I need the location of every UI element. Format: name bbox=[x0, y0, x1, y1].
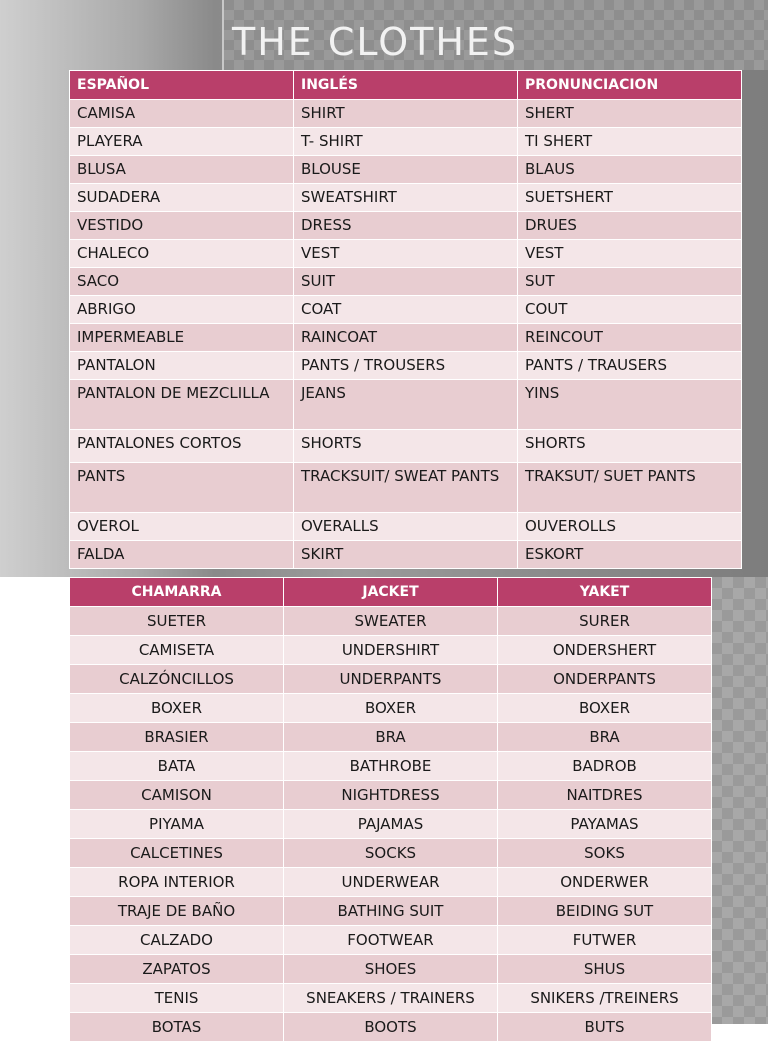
cell-espanol: CAMISON bbox=[70, 781, 284, 810]
table-row bbox=[70, 541, 742, 569]
cell-espanol: PLAYERA bbox=[70, 128, 294, 156]
table-row bbox=[70, 607, 712, 636]
cell-pronunciacion: SHORTS bbox=[518, 430, 742, 463]
cell-pronunciacion: SUETSHERT bbox=[518, 184, 742, 212]
cell-espanol: BRASIER bbox=[70, 723, 284, 752]
cell-pronunciacion: BADROB bbox=[498, 752, 712, 781]
cell-espanol: PIYAMA bbox=[70, 810, 284, 839]
header-ingles: INGLÉS bbox=[294, 71, 518, 100]
table-row bbox=[70, 984, 712, 1013]
cell-pronunciacion: FUTWER bbox=[498, 926, 712, 955]
table-row bbox=[70, 380, 742, 430]
cell-pronunciacion: SOKS bbox=[498, 839, 712, 868]
cell-ingles: VEST bbox=[294, 240, 518, 268]
cell-espanol: ZAPATOS bbox=[70, 955, 284, 984]
cell-ingles: NIGHTDRESS bbox=[284, 781, 498, 810]
cell-ingles: T- SHIRT bbox=[294, 128, 518, 156]
cell-espanol: CALCETINES bbox=[70, 839, 284, 868]
table-row bbox=[70, 430, 742, 463]
cell-ingles: DRESS bbox=[294, 212, 518, 240]
cell-pronunciacion: OUVEROLLS bbox=[518, 513, 742, 541]
cell-pronunciacion: PANTS / TRAUSERS bbox=[518, 352, 742, 380]
table-row bbox=[70, 810, 712, 839]
cell-pronunciacion: BOXER bbox=[498, 694, 712, 723]
clothes-vocabulary-table bbox=[69, 70, 742, 569]
cell-ingles: JEANS bbox=[294, 380, 518, 430]
cell-ingles: PAJAMAS bbox=[284, 810, 498, 839]
table-row bbox=[70, 955, 712, 984]
cell-ingles: SNEAKERS / TRAINERS bbox=[284, 984, 498, 1013]
cell-ingles: BATHROBE bbox=[284, 752, 498, 781]
cell-pronunciacion: SNIKERS /TREINERS bbox=[498, 984, 712, 1013]
cell-ingles: SHOES bbox=[284, 955, 498, 984]
cell-espanol: TRAJE DE BAÑO bbox=[70, 897, 284, 926]
cell-ingles: UNDERSHIRT bbox=[284, 636, 498, 665]
cell-ingles: TRACKSUIT/ SWEAT PANTS bbox=[294, 463, 518, 513]
cell-ingles: UNDERWEAR bbox=[284, 868, 498, 897]
table-row bbox=[70, 268, 742, 296]
cell-espanol: SUETER bbox=[70, 607, 284, 636]
table-row bbox=[70, 296, 742, 324]
cell-espanol: PANTALONES CORTOS bbox=[70, 430, 294, 463]
cell-espanol: VESTIDO bbox=[70, 212, 294, 240]
table-row bbox=[70, 184, 742, 212]
cell-espanol: CHALECO bbox=[70, 240, 294, 268]
table-row bbox=[70, 240, 742, 268]
cell-espanol: OVEROL bbox=[70, 513, 294, 541]
table-row bbox=[70, 1013, 712, 1042]
table-header-row bbox=[70, 578, 712, 607]
table-row bbox=[70, 665, 712, 694]
cell-ingles: SWEATSHIRT bbox=[294, 184, 518, 212]
cell-espanol: BOXER bbox=[70, 694, 284, 723]
table-row bbox=[70, 868, 712, 897]
cell-ingles: COAT bbox=[294, 296, 518, 324]
table-row bbox=[70, 324, 742, 352]
cell-espanol: PANTALON bbox=[70, 352, 294, 380]
cell-ingles: BRA bbox=[284, 723, 498, 752]
cell-pronunciacion: BLAUS bbox=[518, 156, 742, 184]
table-row bbox=[70, 839, 712, 868]
table-row bbox=[70, 694, 712, 723]
cell-ingles: SUIT bbox=[294, 268, 518, 296]
cell-espanol: PANTALON DE MEZCLILLA bbox=[70, 380, 294, 430]
cell-ingles: SWEATER bbox=[284, 607, 498, 636]
cell-espanol: BLUSA bbox=[70, 156, 294, 184]
page-title: THE CLOTHES bbox=[232, 20, 519, 64]
cell-pronunciacion: NAITDRES bbox=[498, 781, 712, 810]
cell-espanol: ROPA INTERIOR bbox=[70, 868, 284, 897]
cell-ingles: BOOTS bbox=[284, 1013, 498, 1042]
header-pronunciacion: PRONUNCIACION bbox=[518, 71, 742, 100]
cell-ingles: SHORTS bbox=[294, 430, 518, 463]
cell-ingles: BOXER bbox=[284, 694, 498, 723]
cell-espanol: PANTS bbox=[70, 463, 294, 513]
header-chamarra: CHAMARRA bbox=[70, 578, 284, 607]
cell-pronunciacion: PAYAMAS bbox=[498, 810, 712, 839]
table-row bbox=[70, 463, 742, 513]
cell-ingles: OVERALLS bbox=[294, 513, 518, 541]
table-row bbox=[70, 926, 712, 955]
table-row bbox=[70, 513, 742, 541]
cell-pronunciacion: ONDERWER bbox=[498, 868, 712, 897]
cell-ingles: SHIRT bbox=[294, 100, 518, 128]
cell-pronunciacion: SUT bbox=[518, 268, 742, 296]
cell-ingles: FOOTWEAR bbox=[284, 926, 498, 955]
cell-pronunciacion: BEIDING SUT bbox=[498, 897, 712, 926]
table-header-row bbox=[70, 71, 742, 100]
header-espanol: ESPAÑOL bbox=[70, 71, 294, 100]
cell-espanol: BOTAS bbox=[70, 1013, 284, 1042]
cell-ingles: BLOUSE bbox=[294, 156, 518, 184]
cell-espanol: CALZÓNCILLOS bbox=[70, 665, 284, 694]
cell-ingles: SOCKS bbox=[284, 839, 498, 868]
cell-espanol: CAMISA bbox=[70, 100, 294, 128]
table-row bbox=[70, 897, 712, 926]
cell-pronunciacion: VEST bbox=[518, 240, 742, 268]
cell-espanol: CALZADO bbox=[70, 926, 284, 955]
table-row bbox=[70, 100, 742, 128]
table-row bbox=[70, 636, 712, 665]
cell-pronunciacion: BUTS bbox=[498, 1013, 712, 1042]
cell-espanol: IMPERMEABLE bbox=[70, 324, 294, 352]
slide-clothes-2 bbox=[0, 577, 768, 1036]
cell-pronunciacion: REINCOUT bbox=[518, 324, 742, 352]
table-row bbox=[70, 212, 742, 240]
cell-pronunciacion: SURER bbox=[498, 607, 712, 636]
table-row bbox=[70, 156, 742, 184]
cell-ingles: BATHING SUIT bbox=[284, 897, 498, 926]
header-yaket: YAKET bbox=[498, 578, 712, 607]
cell-ingles: RAINCOAT bbox=[294, 324, 518, 352]
cell-ingles: PANTS / TROUSERS bbox=[294, 352, 518, 380]
cell-espanol: FALDA bbox=[70, 541, 294, 569]
cell-pronunciacion: TRAKSUT/ SUET PANTS bbox=[518, 463, 742, 513]
cell-pronunciacion: SHERT bbox=[518, 100, 742, 128]
cell-espanol: CAMISETA bbox=[70, 636, 284, 665]
cell-espanol: SUDADERA bbox=[70, 184, 294, 212]
cell-pronunciacion: COUT bbox=[518, 296, 742, 324]
cell-espanol: TENIS bbox=[70, 984, 284, 1013]
cell-ingles: SKIRT bbox=[294, 541, 518, 569]
decorative-pattern bbox=[711, 577, 768, 1024]
cell-espanol: ABRIGO bbox=[70, 296, 294, 324]
table-row bbox=[70, 723, 712, 752]
cell-pronunciacion: DRUES bbox=[518, 212, 742, 240]
clothes-vocabulary-table-2 bbox=[69, 577, 712, 1042]
cell-espanol: SACO bbox=[70, 268, 294, 296]
title-divider bbox=[222, 0, 224, 70]
cell-pronunciacion: ESKORT bbox=[518, 541, 742, 569]
cell-pronunciacion: TI SHERT bbox=[518, 128, 742, 156]
cell-pronunciacion: SHUS bbox=[498, 955, 712, 984]
table-row bbox=[70, 752, 712, 781]
table-row bbox=[70, 128, 742, 156]
cell-pronunciacion: ONDERPANTS bbox=[498, 665, 712, 694]
cell-pronunciacion: BRA bbox=[498, 723, 712, 752]
table-row bbox=[70, 352, 742, 380]
table-row bbox=[70, 781, 712, 810]
cell-espanol: BATA bbox=[70, 752, 284, 781]
cell-pronunciacion: YINS bbox=[518, 380, 742, 430]
cell-pronunciacion: ONDERSHERT bbox=[498, 636, 712, 665]
header-jacket: JACKET bbox=[284, 578, 498, 607]
cell-ingles: UNDERPANTS bbox=[284, 665, 498, 694]
